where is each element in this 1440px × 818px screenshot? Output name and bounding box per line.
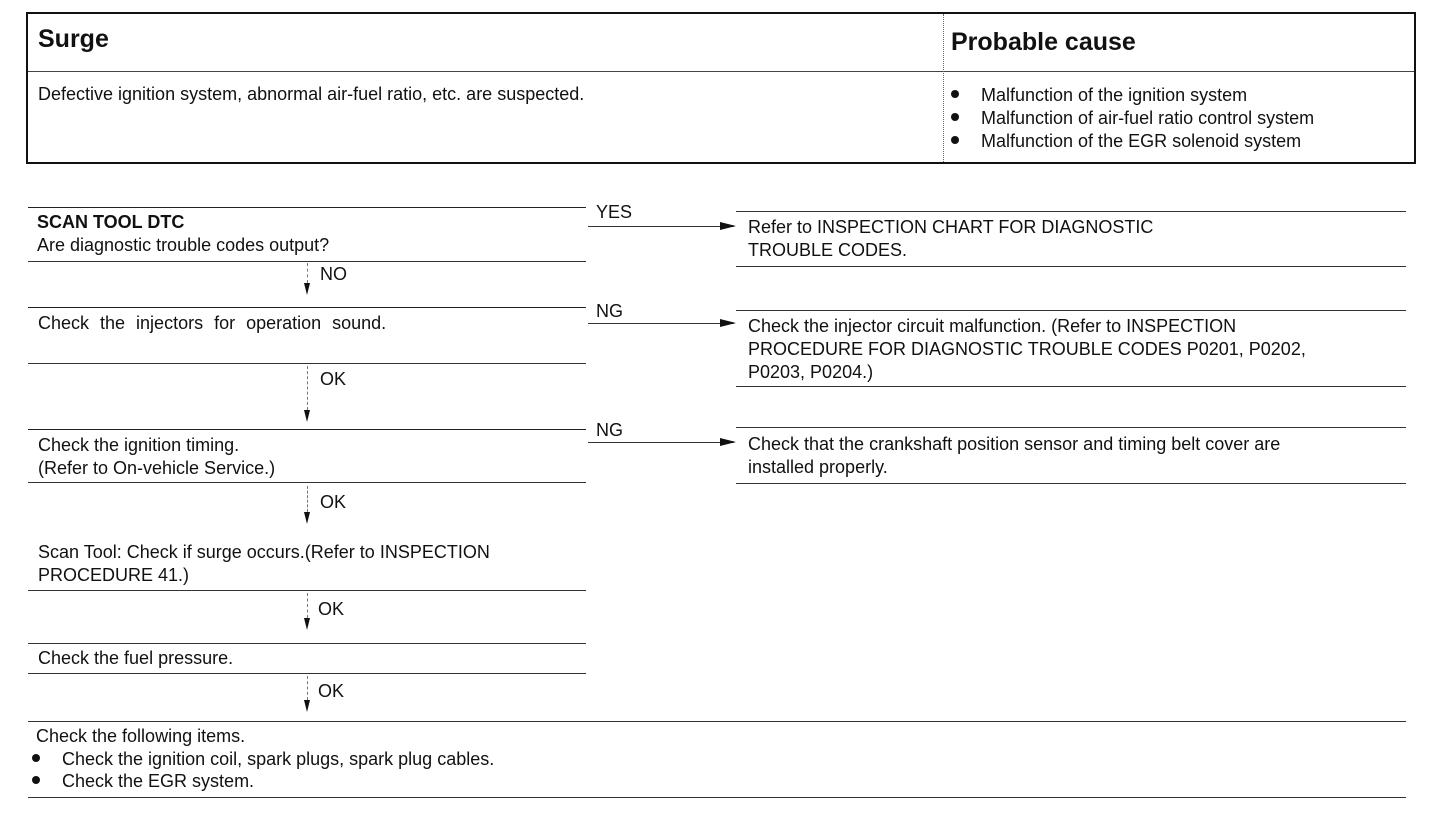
step2-text: Check the injectors for operation sound. <box>38 313 387 333</box>
ng-arrow <box>588 442 734 443</box>
probable-cause-item: Malfunction of the EGR solenoid system <box>951 130 1314 153</box>
ok-connector <box>307 676 308 700</box>
yes-arrow <box>588 226 734 227</box>
result2-line2: PROCEDURE FOR DIAGNOSTIC TROUBLE CODES P0201, P0202, <box>748 339 1306 359</box>
step3-ok-label: OK <box>320 492 347 512</box>
step2-ok-label: OK <box>320 369 347 389</box>
step3-line2: (Refer to On-vehicle Service.) <box>38 458 276 478</box>
result1-line2: TROUBLE CODES. <box>748 240 908 260</box>
ok-connector <box>307 593 308 618</box>
step2-bottom-rule <box>28 363 586 364</box>
step6-item: Check the EGR system. <box>32 770 254 793</box>
result3-top-rule <box>736 427 1406 428</box>
step6-bottom-rule <box>28 797 1406 798</box>
result1-line1: Refer to INSPECTION CHART FOR DIAGNOSTIC <box>748 217 1154 237</box>
step2-ng-label: NG <box>596 301 623 321</box>
step6-item: Check the ignition coil, spark plugs, spark plug cables. <box>32 748 494 771</box>
result2-line3: P0203, P0204.) <box>748 362 874 382</box>
symptom-title: Surge <box>38 25 109 53</box>
step4-line2: PROCEDURE 41.) <box>38 565 190 585</box>
down-arrow-icon <box>304 700 310 712</box>
step3-bottom-rule <box>28 482 586 483</box>
down-arrow-icon <box>304 283 310 295</box>
symptom-description: Defective ignition system, abnormal air-fuel ratio, etc. are suspected. <box>38 84 585 104</box>
ng-arrow <box>588 323 734 324</box>
step3-line1: Check the ignition timing. <box>38 435 240 455</box>
step1-question: Are diagnostic trouble codes output? <box>37 235 330 255</box>
step1-top-rule <box>28 207 586 208</box>
step4-ok-label: OK <box>318 599 345 619</box>
probable-cause-title: Probable cause <box>951 28 1136 56</box>
result3-line2: installed properly. <box>748 457 888 477</box>
step3-top-rule <box>28 429 586 430</box>
result3-line1: Check that the crankshaft position sensor and timing belt cover are <box>748 434 1281 454</box>
step5-text: Check the fuel pressure. <box>38 648 234 668</box>
header-column-divider <box>943 14 944 162</box>
probable-cause-item: Malfunction of air-fuel ratio control system <box>951 107 1314 130</box>
ok-connector <box>307 486 308 512</box>
step1-bottom-rule <box>28 261 586 262</box>
step1-yes-label: YES <box>596 202 633 222</box>
result3-bottom-rule <box>736 483 1406 484</box>
step4-line1: Scan Tool: Check if surge occurs.(Refer to INSPECTION <box>38 542 490 562</box>
step1-no-label: NO <box>320 264 347 284</box>
result1-bottom-rule <box>736 266 1406 267</box>
step3-ng-label: NG <box>596 420 623 440</box>
symptom-header-table <box>26 12 1416 164</box>
no-connector <box>307 263 308 283</box>
down-arrow-icon <box>304 410 310 422</box>
result2-bottom-rule <box>736 386 1406 387</box>
down-arrow-icon <box>304 618 310 630</box>
step2-top-rule <box>28 307 586 308</box>
probable-cause-item: Malfunction of the ignition system <box>951 84 1314 107</box>
step5-ok-label: OK <box>318 681 345 701</box>
step4-bottom-rule <box>28 590 586 591</box>
step1-title: SCAN TOOL DTC <box>37 212 185 232</box>
step6-title: Check the following items. <box>36 726 246 746</box>
probable-cause-list <box>951 84 1314 153</box>
result2-top-rule <box>736 310 1406 311</box>
step5-top-rule <box>28 643 586 644</box>
step5-bottom-rule <box>28 673 586 674</box>
header-divider <box>28 71 1414 72</box>
result2-line1: Check the injector circuit malfunction. (Refer to INSPECTION <box>748 316 1237 336</box>
result1-top-rule <box>736 211 1406 212</box>
ok-connector <box>307 366 308 410</box>
down-arrow-icon <box>304 512 310 524</box>
step6-top-rule <box>28 721 1406 722</box>
